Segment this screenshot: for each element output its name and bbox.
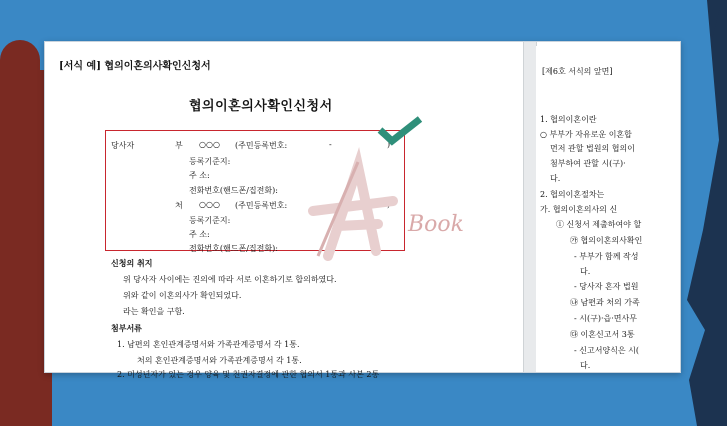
attachment-line-2: 처의 혼인관계증명서와 가족관계증명서 각 1통. — [137, 356, 302, 365]
document-page-left — [53, 46, 523, 379]
section-2-line-4: - 부부가 함께 작성 — [574, 252, 639, 261]
husband-label: 부 — [175, 141, 183, 150]
section-2-line-3: ㉮ 협의이혼의사확인 — [570, 236, 643, 245]
section-2-line-6: - 당사자 혼자 법원 — [574, 282, 639, 291]
section-2-line-2: ① 신청서 제출하여야 할 — [556, 220, 642, 229]
purpose-line-2: 위와 같이 이혼의사가 확인되었다. — [123, 291, 242, 300]
wife-rrn-close: ) — [387, 200, 391, 209]
section-2-line-1: 가. 협의이혼의사의 신 — [540, 205, 618, 214]
husband-rrn-label: (주민등록번호: — [235, 141, 288, 150]
section-2-line-8: - 시(구)·읍·면사무 — [574, 314, 637, 323]
checkmark-icon — [377, 116, 423, 146]
section-1-title: 1. 협의이혼이란 — [540, 115, 597, 124]
husband-phone: 전화번호(핸드폰/집전화): — [189, 186, 278, 195]
form-header: [서식 예] 협의이혼의사확인신청서 — [59, 61, 211, 72]
section-1-line-3: 첨부하여 관할 시(구)· — [550, 159, 626, 168]
section-2-line-7: ㉯ 남편과 처의 가족 — [570, 298, 640, 307]
husband-rrn-dash: - — [329, 140, 332, 149]
purpose-heading: 신청의 취지 — [111, 258, 153, 268]
attachment-line-1: 1. 남편의 혼인관계증명서와 가족관계증명서 각 1통. — [117, 340, 300, 349]
section-2-line-9: ㉰ 이혼신고서 3통 — [570, 330, 635, 339]
wife-name: ○○○ — [199, 200, 220, 209]
document-title: 협의이혼의사확인신청서 — [189, 99, 333, 114]
section-2-line-10: - 신고서양식은 시( — [574, 346, 640, 355]
purpose-line-3: 라는 확인을 구함. — [123, 307, 185, 316]
section-2-line-5: 다. — [580, 267, 591, 276]
section-2-title: 2. 협의이혼절차는 — [540, 190, 605, 199]
document-page-right — [536, 46, 680, 372]
page-separator — [523, 42, 537, 372]
purpose-line-1: 위 당사자 사이에는 진의에 따라 서로 이혼하기로 합의하였다. — [123, 275, 337, 284]
section-1-line-1: ○ 부부가 자유로운 이혼합 — [540, 130, 632, 139]
husband-name: ○○○ — [199, 140, 220, 149]
attachment-line-3: 2. 미성년자가 있는 경우 양육 및 친권자결정에 관한 협의서 1통과 사본 2통 — [117, 370, 380, 379]
section-1-line-4: 다. — [550, 174, 561, 183]
husband-rrn-close: ) — [387, 140, 391, 149]
husband-address: 주 소: — [189, 171, 210, 180]
wife-registry: 등록기준지: — [189, 216, 231, 225]
husband-registry: 등록기준지: — [189, 157, 231, 166]
attachments-heading: 첨부서류 — [111, 323, 142, 333]
right-page-header: [제6호 서식의 앞면] — [542, 67, 613, 76]
watermark-logo — [258, 156, 478, 266]
wife-rrn-label: (주민등록번호: — [235, 201, 288, 210]
document-viewer — [44, 41, 681, 379]
party-label: 당사자 — [111, 141, 135, 150]
wife-address: 주 소: — [189, 230, 210, 239]
wife-label: 처 — [175, 201, 183, 210]
wife-phone: 전화번호(핸드폰/집전화): — [189, 244, 278, 253]
section-1-line-2: 먼저 관할 법원의 협의이 — [550, 144, 635, 153]
section-2-line-11: 다. — [580, 361, 591, 370]
watermark-text: Book — [408, 212, 464, 237]
wife-rrn-dash: - — [329, 200, 332, 209]
